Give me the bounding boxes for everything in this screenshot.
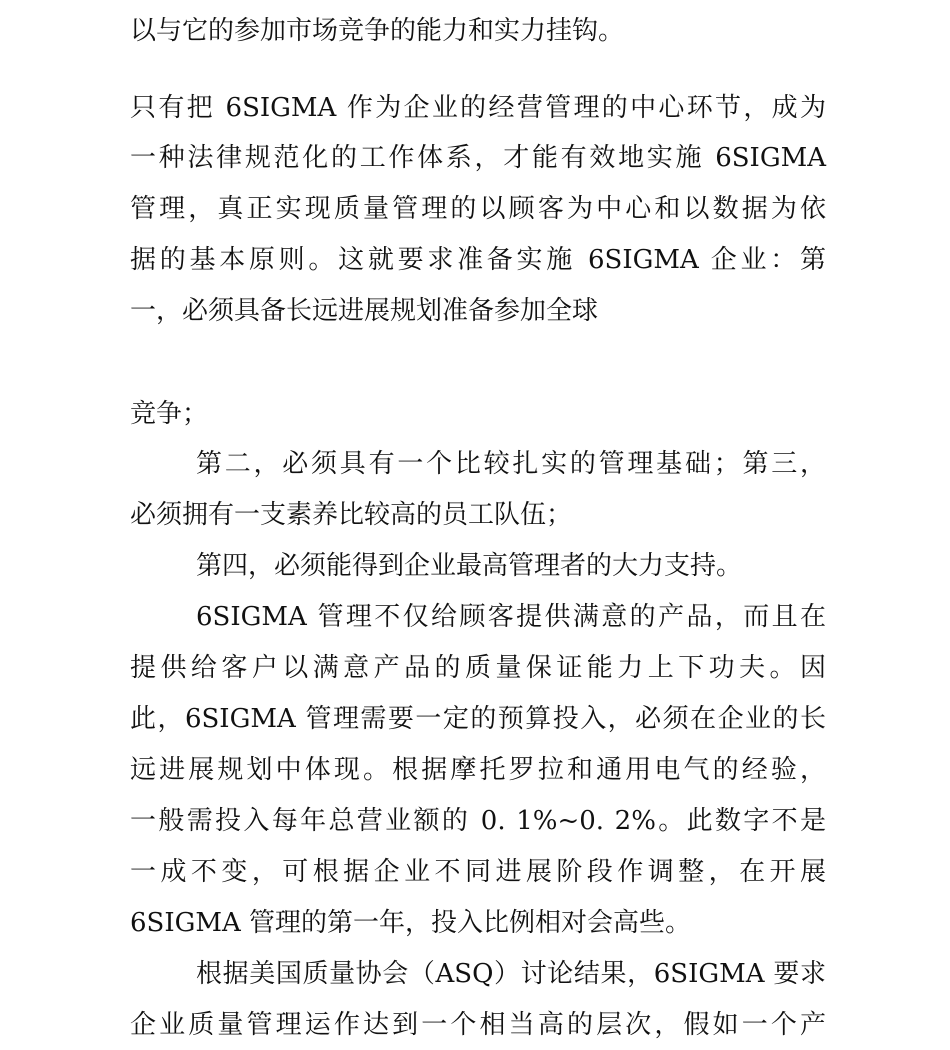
text-line: 一般需投入每年总营业额的 0. 1%~0. 2%。此数字不是 [130, 806, 826, 836]
text-line: 6SIGMA 管理不仅给顾客提供满意的产品，而且在 [196, 602, 826, 632]
text-line: 提供给客户以满意产品的质量保证能力上下功夫。因 [130, 653, 826, 683]
text-line: 一成不变，可根据企业不同进展阶段作调整，在开展 [130, 857, 826, 887]
text-line: 只有把 6SIGMA 作为企业的经营管理的中心环节，成为 [130, 93, 826, 123]
text-line: 一，必须具备长远进展规划准备参加全球 [130, 296, 599, 326]
text-line: 此，6SIGMA 管理需要一定的预算投入，必须在企业的长 [130, 704, 826, 734]
text-line: 根据美国质量协会（ASQ）讨论结果，6SIGMA 要求 [196, 959, 826, 989]
text-line: 据的基本原则。这就要求准备实施 6SIGMA 企业：第 [130, 245, 826, 275]
text-line: 第二，必须具有一个比较扎实的管理基础；第三， [196, 449, 826, 479]
text-line: 必须拥有一支素养比较高的员工队伍； [130, 500, 573, 530]
text-line: 第四，必须能得到企业最高管理者的大力支持。 [196, 551, 743, 581]
text-line: 一种法律规范化的工作体系，才能有效地实施 6SIGMA [130, 143, 826, 173]
text-line: 6SIGMA 管理的第一年，投入比例相对会高些。 [130, 908, 692, 938]
text-line: 管理，真正实现质量管理的以顾客为中心和以数据为依 [130, 194, 826, 224]
text-line: 竞争； [130, 399, 209, 429]
text-line: 企业质量管理运作达到一个相当高的层次，假如一个产 [130, 1010, 826, 1040]
text-line: 以与它的参加市场竞争的能力和实力挂钩。 [130, 16, 625, 46]
text-line: 远进展规划中体现。根据摩托罗拉和通用电气的经验， [130, 755, 826, 785]
